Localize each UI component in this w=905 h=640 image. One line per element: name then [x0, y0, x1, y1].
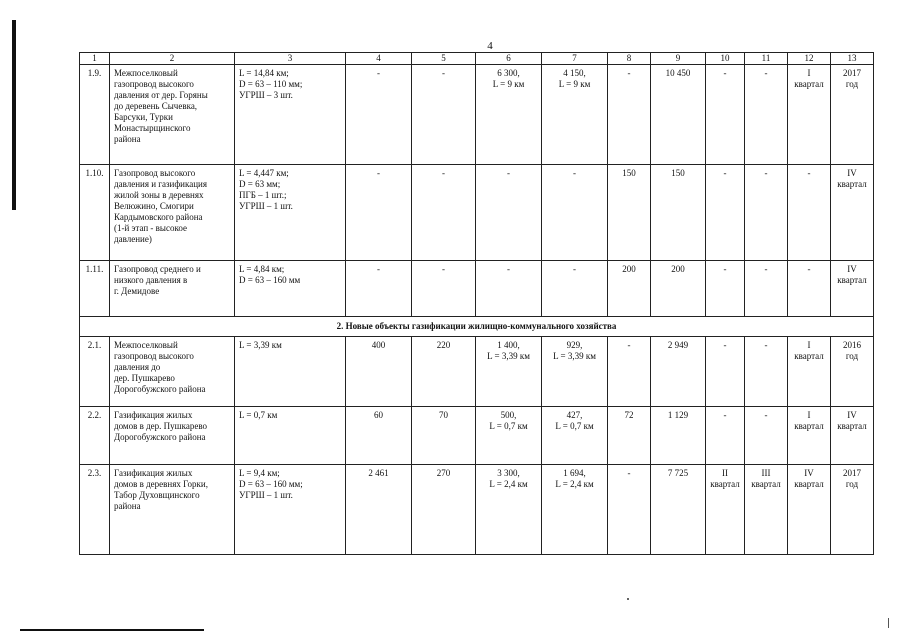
col-header: 3	[235, 53, 346, 65]
cell-c5: 270	[412, 465, 476, 555]
cell-c7	[542, 165, 608, 261]
cell-c6-line: 500,	[500, 410, 517, 420]
cell-c11: -	[745, 165, 788, 261]
object-name	[110, 465, 235, 555]
object-params-line: L = 3,39 км	[239, 340, 282, 350]
object-name-line: Барсуки, Турки	[114, 112, 173, 122]
cell-c6-line: -	[507, 168, 510, 178]
object-params	[235, 407, 346, 465]
object-name-line: Газификация жилых	[114, 468, 193, 478]
object-name	[110, 337, 235, 407]
cell-c6-line: L = 2,4 км	[489, 479, 528, 489]
cell-c7	[542, 465, 608, 555]
table-row	[80, 165, 874, 261]
cell-c12	[788, 465, 831, 555]
col-header: 12	[788, 53, 831, 65]
section-title: 2. Новые объекты газификации жилищно-коммунального хозяйства	[80, 317, 874, 337]
cell-c13-line: 2017	[843, 468, 861, 478]
cell-c6	[476, 65, 542, 165]
object-name-line: дер. Пушкарево	[114, 373, 175, 383]
cell-c7-line: 427,	[566, 410, 583, 420]
cell-c11: -	[745, 337, 788, 407]
cell-c6-line: L = 9 км	[492, 79, 525, 89]
object-params-line: D = 63 – 160 мм	[239, 275, 301, 285]
cell-c13-line: квартал	[837, 179, 867, 189]
cell-c5: -	[412, 165, 476, 261]
cell-c9: 10 450	[651, 65, 706, 165]
cell-c8: 72	[608, 407, 651, 465]
cell-c9: 150	[651, 165, 706, 261]
cell-c12-line: I	[807, 410, 811, 420]
cell-c13-line: IV	[847, 410, 857, 420]
cell-c6-line: L = 0,7 км	[489, 421, 528, 431]
object-params	[235, 261, 346, 317]
cell-c12-line: квартал	[794, 421, 824, 431]
cell-c11	[745, 465, 788, 555]
cell-c6-line: L = 3,39 км	[487, 351, 530, 361]
object-params-line: L = 0,7 км	[239, 410, 278, 420]
object-name-line: (1-й этап - высокое	[114, 223, 187, 233]
cell-c10-line: квартал	[710, 479, 740, 489]
object-name-line: низкого давления в	[114, 275, 188, 285]
cell-c9: 1 129	[651, 407, 706, 465]
cell-c6-line: 1 400,	[497, 340, 520, 350]
cell-c12	[788, 165, 831, 261]
col-header: 1	[80, 53, 110, 65]
cell-c10-line: II	[722, 468, 728, 478]
object-name-line: Велюжино, Смогири	[114, 201, 194, 211]
cell-c6	[476, 337, 542, 407]
col-header: 7	[542, 53, 608, 65]
object-name-line: давления до	[114, 362, 161, 372]
object-name-line: Табор Духовщинского	[114, 490, 200, 500]
cell-c9: 200	[651, 261, 706, 317]
cell-c12-line: -	[807, 264, 811, 274]
cell-c7-line: -	[573, 168, 576, 178]
cell-c12	[788, 65, 831, 165]
cell-c13	[831, 65, 874, 165]
cell-c11-line: квартал	[751, 479, 781, 489]
object-params-line: ПГБ – 1 шт.;	[239, 190, 287, 200]
cell-c5: 220	[412, 337, 476, 407]
cell-c12-line: квартал	[794, 79, 824, 89]
table-row	[80, 65, 874, 165]
cell-c10: -	[706, 165, 745, 261]
cell-c6-line: 6 300,	[497, 68, 520, 78]
cell-c13-line: 2017	[843, 68, 861, 78]
cell-c7-line: L = 2,4 км	[555, 479, 594, 489]
section-group	[80, 317, 874, 337]
cell-c7-line: 4 150,	[563, 68, 586, 78]
object-name-line: Монастырщинского	[114, 123, 191, 133]
table-row	[80, 465, 874, 555]
object-name-line: Дорогобужского района	[114, 384, 206, 394]
gasification-table	[79, 52, 874, 555]
object-params-line: D = 63 – 160 мм;	[239, 479, 303, 489]
cell-c13-line: IV	[847, 264, 857, 274]
cell-c9: 7 725	[651, 465, 706, 555]
cell-c7	[542, 337, 608, 407]
object-name-line: домов в дер. Пушкарево	[114, 421, 208, 431]
cell-c6	[476, 407, 542, 465]
cell-c6	[476, 165, 542, 261]
cell-c12-line: квартал	[794, 351, 824, 361]
cell-c13	[831, 407, 874, 465]
cell-c11: -	[745, 261, 788, 317]
object-params	[235, 337, 346, 407]
cell-c8: -	[608, 65, 651, 165]
cell-c12-line: квартал	[794, 479, 824, 489]
cell-c4: 2 461	[346, 465, 412, 555]
cell-c9: 2 949	[651, 337, 706, 407]
object-params-line: УГРШ – 1 шт.	[239, 490, 293, 500]
object-name-line: Кардымовского района	[114, 212, 203, 222]
object-name-line: до деревень Сычевка,	[114, 101, 198, 111]
cell-c11: -	[745, 407, 788, 465]
cell-c6	[476, 261, 542, 317]
cell-c7-line: 1 694,	[563, 468, 586, 478]
cell-c7-line: -	[573, 264, 576, 274]
cell-c8: 150	[608, 165, 651, 261]
cell-c13	[831, 337, 874, 407]
cell-c13-line: IV	[847, 168, 857, 178]
cell-c7	[542, 65, 608, 165]
object-name-line: жилой зоны в деревнях	[114, 190, 204, 200]
col-header: 9	[651, 53, 706, 65]
object-name-line: Газопровод высокого	[114, 168, 196, 178]
cell-c13-line: год	[845, 79, 859, 89]
row-number: 2.2.	[80, 407, 110, 465]
object-params	[235, 465, 346, 555]
object-name-line: давления от дер. Горяны	[114, 90, 208, 100]
cell-c5: -	[412, 261, 476, 317]
table-row	[80, 337, 874, 407]
row-number: 1.9.	[80, 65, 110, 165]
cell-c4: 400	[346, 337, 412, 407]
table-row	[80, 261, 874, 317]
object-name-line: газопровод высокого	[114, 351, 194, 361]
rows-group-a	[80, 65, 874, 317]
row-number: 2.1.	[80, 337, 110, 407]
cell-c10	[706, 465, 745, 555]
cell-c4: 60	[346, 407, 412, 465]
cell-c6-line: -	[507, 264, 510, 274]
cell-c5: -	[412, 65, 476, 165]
cell-c7-line: L = 3,39 км	[553, 351, 596, 361]
object-name	[110, 65, 235, 165]
cell-c4: -	[346, 165, 412, 261]
col-header: 13	[831, 53, 874, 65]
speck	[627, 598, 629, 600]
col-header: 11	[745, 53, 788, 65]
cell-c10: -	[706, 407, 745, 465]
object-name	[110, 165, 235, 261]
row-number: 1.11.	[80, 261, 110, 317]
object-name-line: Дорогобужского района	[114, 432, 206, 442]
cell-c10: -	[706, 261, 745, 317]
object-name-line: района	[114, 501, 141, 511]
cell-c10: -	[706, 337, 745, 407]
cell-c13	[831, 165, 874, 261]
cell-c13-line: год	[845, 479, 859, 489]
object-params-line: УГРШ – 3 шт.	[239, 90, 293, 100]
object-name-line: Газификация жилых	[114, 410, 193, 420]
object-name-line: давления и газификация	[114, 179, 207, 189]
object-name-line: газопровод высокого	[114, 79, 194, 89]
cell-c12-line: IV	[804, 468, 814, 478]
table-row	[80, 407, 874, 465]
cell-c10: -	[706, 65, 745, 165]
cell-c7-line: L = 9 км	[558, 79, 591, 89]
object-name-line: Межпоселковый	[114, 68, 178, 78]
object-name-line: домов в деревнях Горки,	[114, 479, 208, 489]
cell-c12-line: -	[807, 168, 811, 178]
page-number: 4	[487, 40, 493, 52]
header-row	[80, 53, 874, 65]
rows-group-b	[80, 337, 874, 555]
cell-c11: -	[745, 65, 788, 165]
cell-c12	[788, 261, 831, 317]
col-header: 8	[608, 53, 651, 65]
cell-c4: -	[346, 65, 412, 165]
object-params-line: L = 4,84 км;	[239, 264, 285, 274]
cell-c13-line: квартал	[837, 275, 867, 285]
object-name-line: давление)	[114, 234, 152, 244]
cell-c13	[831, 261, 874, 317]
object-params-line: D = 63 мм;	[239, 179, 281, 189]
object-name	[110, 261, 235, 317]
cell-c6	[476, 465, 542, 555]
cell-c8: -	[608, 465, 651, 555]
object-name-line: Межпоселковый	[114, 340, 178, 350]
row-number: 2.3.	[80, 465, 110, 555]
object-name	[110, 407, 235, 465]
cell-c6-line: 3 300,	[497, 468, 520, 478]
object-name-line: Газопровод среднего и	[114, 264, 201, 274]
object-params-line: УГРШ – 1 шт.	[239, 201, 293, 211]
object-params-line: L = 9,4 км;	[239, 468, 280, 478]
margin-bar	[12, 20, 16, 210]
object-name-line: г. Демидове	[114, 286, 160, 296]
object-params	[235, 165, 346, 261]
cell-c12	[788, 337, 831, 407]
cell-c5: 70	[412, 407, 476, 465]
row-number: 1.10.	[80, 165, 110, 261]
object-params-line: D = 63 – 110 мм;	[239, 79, 303, 89]
col-header: 2	[110, 53, 235, 65]
edge-mark	[888, 618, 889, 628]
section-row	[80, 317, 874, 337]
object-params-line: L = 4,447 км;	[239, 168, 289, 178]
cell-c4: -	[346, 261, 412, 317]
cell-c11-line: III	[761, 468, 771, 478]
footnote-rule	[20, 629, 204, 631]
object-params	[235, 65, 346, 165]
col-header: 5	[412, 53, 476, 65]
cell-c7	[542, 407, 608, 465]
object-name-line: района	[114, 134, 141, 144]
object-params-line: L = 14,84 км;	[239, 68, 289, 78]
cell-c13-line: год	[845, 351, 859, 361]
cell-c12	[788, 407, 831, 465]
cell-c13-line: 2016	[843, 340, 861, 350]
col-header: 4	[346, 53, 412, 65]
cell-c8: 200	[608, 261, 651, 317]
cell-c13	[831, 465, 874, 555]
cell-c12-line: I	[807, 68, 811, 78]
cell-c7-line: 929,	[566, 340, 583, 350]
cell-c8: -	[608, 337, 651, 407]
cell-c12-line: I	[807, 340, 811, 350]
col-header: 6	[476, 53, 542, 65]
cell-c7	[542, 261, 608, 317]
cell-c13-line: квартал	[837, 421, 867, 431]
cell-c7-line: L = 0,7 км	[555, 421, 594, 431]
col-header: 10	[706, 53, 745, 65]
